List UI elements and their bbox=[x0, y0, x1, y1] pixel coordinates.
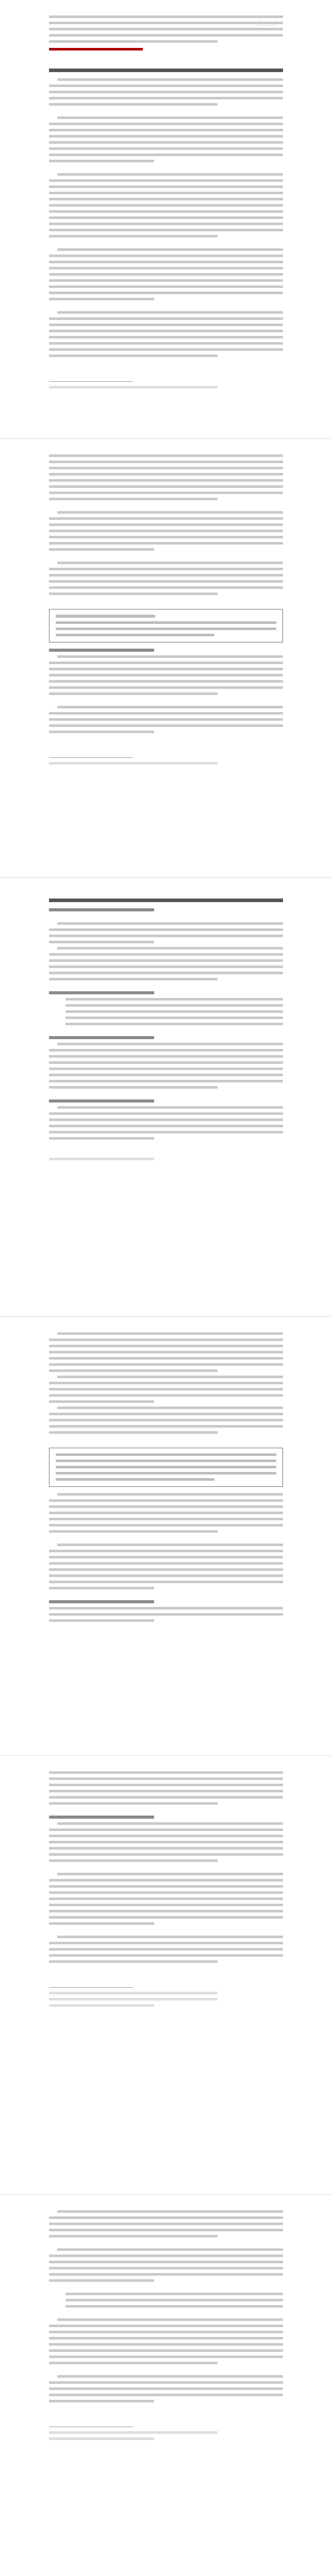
text-line bbox=[49, 1897, 283, 1900]
text-line bbox=[49, 1131, 283, 1133]
text-line bbox=[57, 116, 283, 119]
text-line bbox=[49, 461, 283, 463]
document-page bbox=[0, 1317, 332, 1756]
text-line bbox=[49, 978, 218, 980]
text-line bbox=[49, 1382, 283, 1384]
text-line bbox=[49, 229, 283, 231]
text-line bbox=[56, 1453, 276, 1456]
text-line bbox=[49, 692, 218, 695]
text-line bbox=[49, 1505, 283, 1508]
text-line bbox=[49, 1847, 283, 1850]
text-line bbox=[49, 1574, 283, 1577]
text-line bbox=[49, 40, 218, 43]
text-line bbox=[57, 311, 283, 314]
text-line bbox=[49, 1777, 283, 1780]
text-line bbox=[49, 1158, 154, 1160]
text-line bbox=[49, 1992, 218, 1994]
text-line bbox=[57, 2248, 283, 2251]
text-line bbox=[57, 706, 283, 708]
text-line bbox=[49, 2229, 283, 2231]
text-line bbox=[65, 2299, 283, 2301]
text-line bbox=[49, 1922, 154, 1925]
text-line bbox=[49, 135, 283, 138]
text-line bbox=[49, 1400, 154, 1403]
text-line bbox=[65, 1004, 283, 1007]
text-line bbox=[57, 922, 283, 925]
text-line bbox=[49, 123, 283, 125]
text-line bbox=[49, 1530, 218, 1533]
text-line bbox=[49, 1394, 283, 1397]
text-line bbox=[49, 1118, 283, 1121]
text-line bbox=[49, 2216, 283, 2219]
text-line bbox=[49, 1431, 218, 1434]
text-line bbox=[49, 492, 283, 494]
text-line bbox=[49, 255, 283, 257]
text-line bbox=[49, 686, 283, 689]
text-line bbox=[49, 712, 283, 715]
text-line bbox=[49, 1388, 283, 1391]
text-line bbox=[49, 1086, 218, 1089]
text-line bbox=[49, 972, 283, 974]
text-line bbox=[49, 1556, 283, 1558]
text-line bbox=[49, 185, 283, 188]
text-line bbox=[49, 273, 283, 276]
text-line bbox=[49, 317, 283, 320]
text-line bbox=[49, 2349, 283, 2352]
text-line bbox=[49, 1816, 154, 1819]
text-line bbox=[49, 965, 283, 968]
text-line bbox=[57, 1822, 283, 1825]
text-line bbox=[49, 1074, 283, 1076]
text-line bbox=[49, 2400, 154, 2402]
text-line bbox=[57, 1406, 283, 1409]
text-line bbox=[49, 928, 283, 931]
text-line bbox=[49, 1125, 283, 1127]
page-content bbox=[49, 2210, 283, 2576]
text-line bbox=[49, 1369, 218, 1372]
page-content bbox=[49, 454, 283, 828]
text-line bbox=[49, 1061, 283, 1064]
text-line bbox=[56, 621, 276, 624]
text-line bbox=[49, 1112, 283, 1115]
text-line bbox=[49, 324, 283, 326]
page-content bbox=[49, 15, 283, 389]
text-line bbox=[49, 941, 154, 943]
text-line bbox=[49, 2279, 154, 2282]
text-line bbox=[49, 1419, 283, 1421]
text-line bbox=[49, 1499, 283, 1502]
text-line bbox=[49, 292, 283, 294]
text-line bbox=[56, 628, 276, 630]
text-line bbox=[49, 267, 283, 269]
text-line bbox=[49, 1828, 283, 1831]
text-line bbox=[57, 1332, 283, 1335]
text-line bbox=[65, 1016, 283, 1019]
text-line bbox=[49, 574, 283, 577]
text-line bbox=[49, 192, 283, 194]
text-line bbox=[49, 1885, 283, 1888]
text-line bbox=[49, 2362, 218, 2364]
text-line bbox=[49, 2004, 154, 2007]
text-line bbox=[49, 1080, 283, 1082]
text-line bbox=[56, 1472, 276, 1475]
text-line bbox=[49, 160, 154, 162]
text-line bbox=[49, 1841, 283, 1843]
text-line bbox=[49, 580, 283, 583]
text-line bbox=[49, 991, 154, 994]
text-line bbox=[49, 1067, 283, 1070]
text-line bbox=[49, 34, 283, 37]
text-line bbox=[49, 1036, 154, 1039]
text-line bbox=[49, 198, 283, 200]
text-line bbox=[49, 485, 283, 488]
text-line bbox=[49, 22, 283, 24]
text-line bbox=[49, 285, 283, 288]
text-line bbox=[49, 530, 283, 532]
text-line bbox=[49, 84, 283, 87]
footnote-divider bbox=[49, 381, 133, 382]
text-line bbox=[57, 2318, 283, 2321]
text-line bbox=[49, 1998, 218, 2001]
document-page bbox=[0, 878, 332, 1317]
text-line bbox=[57, 1936, 283, 1938]
text-line bbox=[49, 1049, 283, 1052]
text-line bbox=[49, 28, 283, 30]
text-line bbox=[65, 998, 283, 1001]
text-line bbox=[57, 511, 283, 514]
text-line bbox=[49, 568, 283, 570]
text-line bbox=[49, 762, 218, 765]
text-line bbox=[49, 662, 283, 664]
text-line bbox=[49, 2261, 283, 2263]
text-line bbox=[49, 542, 283, 545]
text-line bbox=[49, 1055, 283, 1058]
text-box bbox=[49, 609, 283, 642]
text-line bbox=[49, 1796, 283, 1799]
footnote-divider bbox=[49, 757, 133, 758]
text-line bbox=[57, 248, 283, 251]
text-line bbox=[49, 1879, 283, 1882]
text-line bbox=[65, 1010, 283, 1013]
text-line bbox=[49, 2337, 283, 2340]
text-line bbox=[49, 1771, 283, 1774]
text-line bbox=[49, 235, 218, 238]
text-line bbox=[49, 1568, 283, 1571]
text-line bbox=[49, 2355, 283, 2358]
text-line bbox=[65, 2305, 283, 2308]
text-line bbox=[49, 1784, 283, 1786]
document-page bbox=[0, 2195, 332, 2576]
text-line bbox=[49, 386, 218, 388]
document-page bbox=[0, 439, 332, 878]
text-line bbox=[49, 680, 283, 683]
text-line bbox=[49, 354, 218, 357]
section-heading bbox=[49, 69, 283, 72]
text-line bbox=[49, 298, 154, 300]
text-line bbox=[49, 953, 283, 956]
text-line bbox=[49, 959, 283, 962]
text-line bbox=[49, 536, 283, 538]
section-heading bbox=[49, 649, 154, 652]
text-line bbox=[49, 2431, 218, 2434]
text-line bbox=[49, 91, 283, 93]
text-line bbox=[57, 655, 283, 658]
text-line bbox=[49, 179, 283, 182]
text-line bbox=[49, 668, 283, 670]
text-line bbox=[49, 718, 283, 721]
text-line bbox=[49, 336, 283, 338]
text-line bbox=[49, 279, 283, 282]
text-line bbox=[49, 1853, 283, 1856]
text-line bbox=[57, 1873, 283, 1875]
text-line bbox=[49, 2267, 283, 2269]
text-line bbox=[49, 731, 154, 733]
text-line bbox=[49, 467, 283, 469]
text-line bbox=[49, 204, 283, 207]
text-line bbox=[49, 1790, 283, 1792]
section-heading bbox=[49, 899, 283, 902]
text-line bbox=[49, 97, 283, 99]
text-line bbox=[49, 517, 283, 520]
text-line bbox=[49, 1413, 283, 1415]
text-line bbox=[49, 592, 218, 595]
text-line bbox=[49, 1351, 283, 1353]
text-line bbox=[49, 2235, 218, 2238]
text-line bbox=[49, 1910, 283, 1912]
text-line bbox=[49, 1613, 283, 1616]
text-line bbox=[49, 261, 283, 263]
text-line bbox=[49, 2273, 283, 2276]
text-line bbox=[49, 523, 283, 526]
text-line bbox=[49, 935, 283, 937]
text-line bbox=[49, 2343, 283, 2346]
text-line bbox=[57, 1376, 283, 1378]
text-line bbox=[57, 562, 283, 564]
page-content bbox=[49, 1332, 283, 1706]
document-page bbox=[0, 0, 332, 439]
text-line bbox=[57, 1544, 283, 1546]
text-line bbox=[49, 1891, 283, 1894]
text-line bbox=[49, 1904, 283, 1906]
text-line bbox=[57, 1043, 283, 1045]
text-line bbox=[57, 78, 283, 81]
text-line bbox=[49, 1948, 283, 1951]
text-line bbox=[49, 103, 218, 106]
text-line bbox=[49, 330, 283, 332]
text-line bbox=[57, 2375, 283, 2378]
text-line bbox=[49, 1619, 154, 1622]
text-line bbox=[56, 1478, 214, 1481]
text-line bbox=[57, 1106, 283, 1109]
text-box bbox=[49, 1448, 283, 1487]
text-line bbox=[49, 210, 283, 213]
text-line bbox=[65, 1023, 283, 1025]
text-line bbox=[49, 2381, 283, 2384]
text-line bbox=[49, 1099, 154, 1103]
text-line bbox=[49, 1425, 283, 1428]
text-line bbox=[49, 216, 283, 219]
footnote-divider bbox=[49, 1987, 133, 1988]
text-line bbox=[49, 1562, 283, 1565]
text-line bbox=[49, 2331, 283, 2333]
text-line bbox=[49, 2394, 283, 2396]
text-line bbox=[49, 154, 283, 156]
text-line bbox=[49, 1916, 283, 1919]
text-line bbox=[49, 1338, 283, 1341]
text-line bbox=[49, 348, 283, 351]
text-line bbox=[49, 498, 218, 500]
text-line bbox=[49, 454, 283, 457]
text-line bbox=[49, 141, 283, 144]
text-line bbox=[49, 342, 283, 345]
text-line bbox=[49, 1835, 283, 1837]
text-line bbox=[49, 2437, 154, 2440]
text-line bbox=[49, 473, 283, 476]
text-line bbox=[49, 1357, 283, 1360]
text-line bbox=[49, 1581, 283, 1583]
text-line bbox=[49, 1524, 283, 1527]
text-line bbox=[49, 1954, 283, 1957]
text-line bbox=[65, 2293, 283, 2295]
text-line bbox=[49, 2325, 283, 2327]
text-line bbox=[49, 1600, 154, 1603]
text-line bbox=[49, 1802, 218, 1805]
text-line bbox=[49, 1512, 283, 1514]
text-line bbox=[49, 129, 283, 131]
text-line bbox=[49, 1345, 283, 1347]
text-line bbox=[49, 1587, 154, 1589]
text-line bbox=[49, 1942, 283, 1944]
text-line bbox=[56, 1460, 276, 1462]
text-line bbox=[56, 1466, 276, 1468]
document-page bbox=[0, 1756, 332, 2195]
text-line bbox=[56, 634, 214, 636]
text-line bbox=[49, 147, 283, 150]
text-line bbox=[57, 173, 283, 176]
text-line bbox=[49, 724, 283, 727]
text-line bbox=[49, 15, 283, 18]
text-line bbox=[49, 548, 154, 551]
text-line bbox=[49, 1518, 283, 1520]
text-line bbox=[49, 586, 283, 589]
text-line bbox=[49, 1550, 283, 1552]
text-line bbox=[49, 2255, 283, 2257]
text-line bbox=[49, 908, 154, 911]
text-line bbox=[49, 1607, 283, 1609]
text-line bbox=[49, 2387, 283, 2390]
page-content bbox=[49, 1771, 283, 2145]
text-line bbox=[49, 1363, 283, 1366]
text-line bbox=[56, 615, 155, 618]
text-line bbox=[49, 674, 283, 676]
text-line bbox=[49, 223, 283, 225]
text-line bbox=[57, 1493, 283, 1496]
page-content bbox=[49, 893, 283, 1267]
text-line bbox=[57, 947, 283, 950]
text-line bbox=[49, 2223, 283, 2225]
text-line bbox=[49, 1859, 218, 1862]
text-line bbox=[57, 2210, 283, 2213]
text-line bbox=[49, 479, 283, 482]
text-line bbox=[49, 1137, 154, 1140]
text-line bbox=[49, 1960, 218, 1963]
